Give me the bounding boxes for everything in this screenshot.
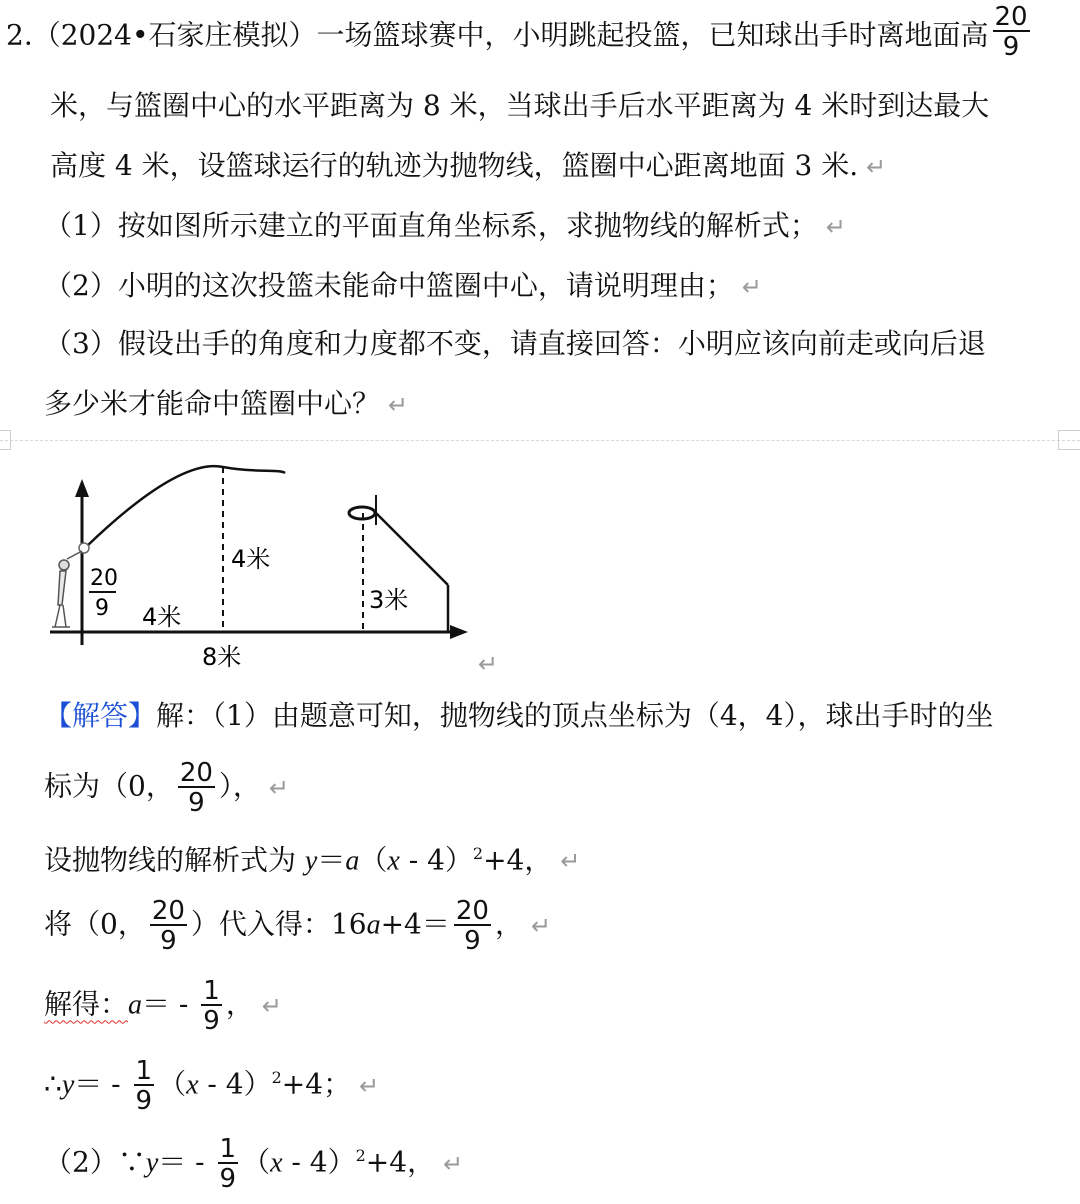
return-mark-icon: ↵ [530,911,552,940]
answer-line-3: 设抛物线的解析式为 y＝a（x - 4）$^2$+4， ↵ [44,843,581,877]
question-3-cont: 多少米才能命中篮圈中心？ ↵ [44,387,409,420]
problem-number: 2. [6,18,33,52]
half-distance-label: 4米 [142,603,182,631]
return-mark-icon: ↵ [825,213,846,241]
fraction: $\frac{20}{9}$ [179,758,213,818]
answer-line-6: ∴y＝ - $\frac{1}{9}$ （x - 4）$^2$+4； ↵ [44,1056,380,1116]
height-fraction: $\frac{20}{9}$ [994,2,1028,62]
answer-tag: 【解答】 [44,699,157,732]
return-mark-icon: ↵ [388,391,409,419]
answer-line-4: 将（0， $\frac{20}{9}$ ）代入得：16a+4＝ $\frac{20}{9}$ ， ↵ [44,896,552,956]
return-mark-icon: ↵ [261,991,282,1020]
return-mark-icon: ↵ [741,273,762,301]
start-height-num: 20 [90,566,118,591]
y-axis-arrow [75,479,89,497]
question-1: （1）按如图所示建立的平面直角坐标系，求抛物线的解析式； ↵ [44,209,846,242]
page-margin-marker [1058,430,1080,450]
problem-text-1: （2024•石家庄模拟）一场篮球赛中，小明跳起投篮，已知球出手时离地面高 [32,18,989,52]
fraction: $\frac{20}{9}$ [151,896,185,956]
page-break-line [0,440,1080,441]
spellcheck-underlined-text: 解得： [44,987,129,1021]
answer-line-1: 【解答】解：（1）由题意可知，抛物线的顶点坐标为（4，4），球出手时的坐 [44,699,994,732]
fraction: $\frac{1}{9}$ [203,976,220,1036]
fraction: $\frac{1}{9}$ [219,1134,237,1194]
return-mark-icon: ↵ [866,153,887,181]
question-2: （2）小明的这次投篮未能命中篮圈中心，请说明理由； ↵ [44,269,762,302]
start-height-den: 9 [95,596,109,621]
question-3: （3）假设出手的角度和力度都不变，请直接回答：小明应该向前走或向后退 [44,327,986,360]
return-mark-icon: ↵ [560,847,581,876]
return-mark-icon: ↵ [268,773,290,802]
max-height-label: 4米 [231,545,271,573]
basketball-figure [40,455,510,680]
page-margin-marker [0,430,11,450]
return-mark-icon: ↵ [443,1149,464,1178]
x-axis-arrow [450,625,468,639]
fraction: $\frac{1}{9}$ [135,1056,153,1116]
hoop-height-label: 3米 [369,586,409,614]
return-mark-icon: ↵ [478,650,499,678]
problem-line-1 [6,2,1034,62]
answer-line-5: 解得：a＝ - $\frac{1}{9}$ ， ↵ [44,976,282,1036]
problem-line-3: 高度 4 米，设篮球运行的轨迹为抛物线，篮圈中心距离地面 3 米. ↵ [50,149,887,182]
problem-line-2: 米，与篮圈中心的水平距离为 8 米，当球出手后水平距离为 4 米时到达最大 [50,89,990,122]
fraction: $\frac{20}{9}$ [455,896,489,956]
distance-label: 8米 [202,643,242,671]
ball-trajectory [86,466,285,547]
hoop-support [376,513,448,585]
answer-line-7: （2）∵y＝ - $\frac{1}{9}$ （x - 4）$^2$+4， ↵ [44,1134,464,1194]
return-mark-icon: ↵ [359,1071,380,1100]
answer-line-2: 标为（0， $\frac{20}{9}$ ）， ↵ [44,758,290,818]
